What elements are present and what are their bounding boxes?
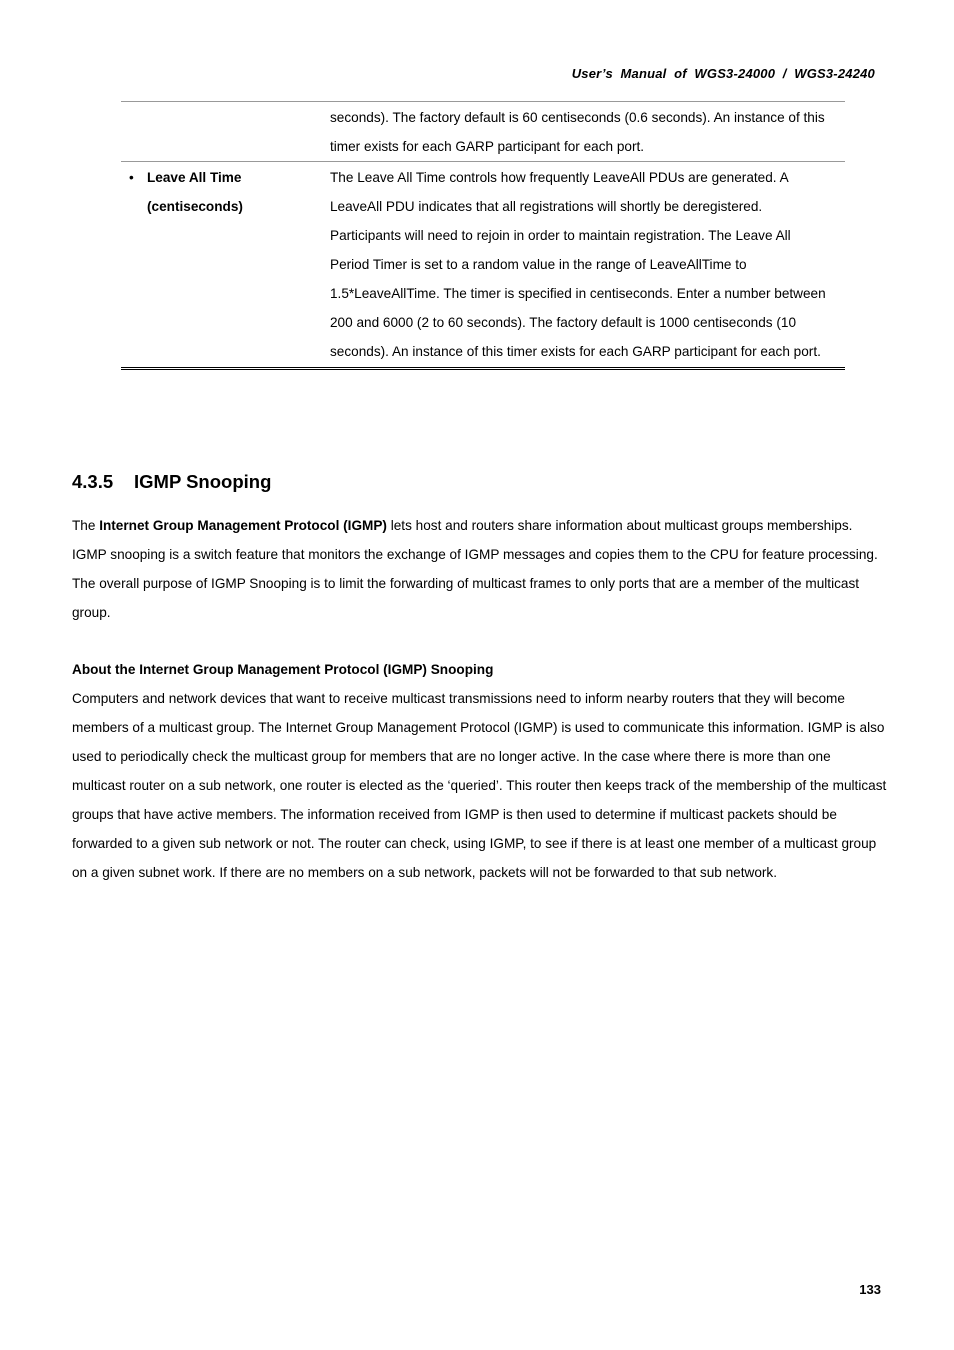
page-number: 133 bbox=[859, 1282, 881, 1297]
subsection-heading: About the Internet Group Management Protocol (IGMP) Snooping bbox=[72, 662, 494, 677]
intro-rest: lets host and routers share information about multicast groups memberships. IGMP snooping is a switch feature that monitors the exchange of IGMP messages and copies them to the CPU for feature processing. The overall purpose of IGMP Snooping is to limit the forwarding of multicast frames to only ports that are a member of the multicast group. bbox=[72, 518, 878, 620]
bullet-icon: • bbox=[129, 170, 134, 185]
section-title: IGMP Snooping bbox=[134, 471, 272, 492]
intro-paragraph bbox=[72, 511, 888, 627]
section-number: 4.3.5 bbox=[72, 471, 114, 492]
page-header: User’s Manual of WGS3-24000 / WGS3-24240 bbox=[571, 66, 875, 81]
parameter-description: The Leave All Time controls how frequently LeaveAll PDUs are generated. A LeaveAll PDU indicates that all registrations will shortly be deregistered. Participants will need to rejoin in order to maintain registration. The Leave All Period Timer is set to a random value in the range of LeaveAllTime to 1.5*LeaveAllTime. The timer is specified in centiseconds. Enter a number between 200 and 6000 (2 to 60 seconds). The factory default is 1000 centiseconds (10 seconds). An instance of this timer exists for each GARP participant for each port. bbox=[330, 162, 845, 369]
parameter-description: seconds). The factory default is 60 centiseconds (0.6 seconds). An instance of this timer exists for each GARP participant for each port. bbox=[330, 102, 845, 162]
intro-bold-term: Internet Group Management Protocol (IGMP) bbox=[99, 518, 387, 533]
table-row bbox=[121, 102, 845, 162]
about-paragraph: Computers and network devices that want to receive multicast transmissions need to inform nearby routers that they will become members of a multicast group. The Internet Group Management Protocol (IGMP) is used to communicate this information. IGMP is also used to periodically check the multicast group for members that are no longer active. In the case where there is more than one multicast router on a sub network, one router is elected as the ‘queried’. This router then keeps track of the membership of the multicast groups that have active members. The information received from IGMP is then used to determine if multicast packets should be forwarded to a given sub network or not. The router can check, using IGMP, to see if there is at least one member of a multicast group on a given subnet work. If there are no members on a sub network, packets will not be forwarded to that sub network. bbox=[72, 691, 887, 880]
parameter-table bbox=[121, 101, 845, 370]
parameter-name-cell bbox=[121, 162, 330, 369]
parameter-name: Leave All Time (centiseconds) bbox=[147, 170, 243, 214]
parameter-name-cell bbox=[121, 102, 330, 162]
table-row bbox=[121, 162, 845, 369]
intro-prefix: The bbox=[72, 518, 100, 533]
section-heading bbox=[72, 471, 271, 493]
